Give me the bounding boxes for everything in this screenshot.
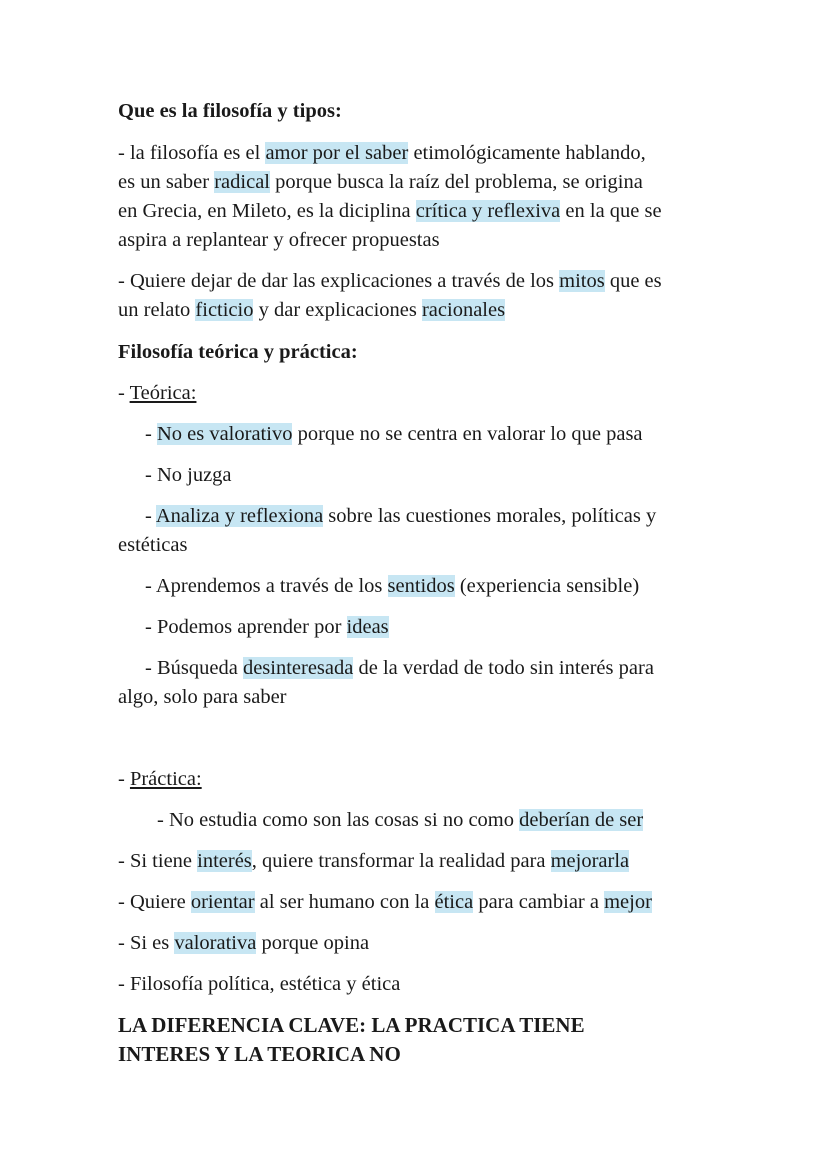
text-run: - [145,423,157,445]
list-item-continuation: estéticas [118,534,188,556]
highlight-orientar: orientar [190,891,255,913]
text-run: - Podemos aprender por [145,616,347,638]
list-item [145,654,654,683]
text-run: - [118,382,130,404]
list-item [118,888,652,917]
highlight-radical: radical [214,171,270,193]
highlight-interes: interés [197,850,252,872]
section-heading-theoretical-practical: Filosofía teórica y práctica: [118,341,358,363]
text-run: - Si es [118,932,175,954]
list-item [118,929,369,958]
intro-paragraph-line: aspira a replantear y ofrecer propuestas [118,229,440,251]
text-run: - [145,505,156,527]
highlight-valorativa: valorativa [174,932,257,954]
list-item: - Filosofía política, estética y ética [118,973,401,995]
text-run: - Aprendemos a través de los [145,575,388,597]
text-run: - No estudia como son las cosas si no como [157,809,520,831]
list-item [118,847,629,876]
intro-paragraph-line [118,139,646,168]
text-run: (experiencia sensible) [454,575,640,597]
list-item [157,806,643,835]
text-run: porque no se centra en valorar lo que pasa [292,423,643,445]
list-item [145,420,643,449]
highlight-ideas: ideas [346,616,389,638]
highlight-no-es-valorativo: No es valorativo [156,423,293,445]
highlight-amor-por-el-saber: amor por el saber [265,142,409,164]
text-run: de la verdad de todo sin interés para [353,657,654,679]
intro-paragraph-line [118,168,643,197]
list-item [145,502,656,531]
text-run: sobre las cuestiones morales, políticas y [323,505,657,527]
text-run: al ser humano con la [254,891,435,913]
teorica-label-text: Teórica: [129,382,197,404]
text-run: en la que se [560,200,662,222]
highlight-ficticio: ficticio [195,299,254,321]
highlight-analiza-y-reflexiona: Analiza y reflexiona [155,505,324,527]
text-run: es un saber [118,171,215,193]
highlight-deberian-de-ser: deberían de ser [519,809,644,831]
highlight-etica: ética [434,891,474,913]
text-run: etimológicamente hablando, [408,142,646,164]
highlight-critica-y-reflexiva: crítica y reflexiva [415,200,561,222]
text-run: - Quiere dejar de dar las explicaciones a través de los [118,270,560,292]
mitos-paragraph-line [118,267,662,296]
list-item-continuation: algo, solo para saber [118,686,287,708]
teorica-label [118,379,196,408]
text-run: - Búsqueda [145,657,243,679]
text-run: porque busca la raíz del problema, se origina [269,171,643,193]
text-run: y dar explicaciones [253,299,422,321]
text-run: - [118,768,130,790]
highlight-sentidos: sentidos [387,575,455,597]
intro-paragraph-line [118,197,662,226]
highlight-mitos: mitos [559,270,605,292]
list-item: - No juzga [145,464,232,486]
highlight-mejor: mejor [604,891,652,913]
mitos-paragraph-line [118,296,505,325]
highlight-racionales: racionales [421,299,506,321]
text-run: porque opina [256,932,370,954]
text-run: - Quiere [118,891,191,913]
text-run: - Si tiene [118,850,198,872]
text-run: , quiere transformar la realidad para [251,850,551,872]
list-item [145,572,639,601]
text-run: - la filosofía es el [118,142,266,164]
list-item [145,613,389,642]
text-run: en Grecia, en Mileto, es la diciplina [118,200,416,222]
section-heading-what-is-philosophy: Que es la filosofía y tipos: [118,100,342,122]
text-run: un relato [118,299,196,321]
conclusion-line: INTERES Y LA TEORICA NO [118,1042,401,1066]
practica-label-text: Práctica: [129,768,202,790]
practica-label [118,765,202,794]
highlight-mejorarla: mejorarla [550,850,630,872]
conclusion-line: LA DIFERENCIA CLAVE: LA PRACTICA TIENE [118,1013,585,1037]
text-run: que es [604,270,662,292]
text-run: para cambiar a [473,891,605,913]
highlight-desinteresada: desinteresada [242,657,354,679]
